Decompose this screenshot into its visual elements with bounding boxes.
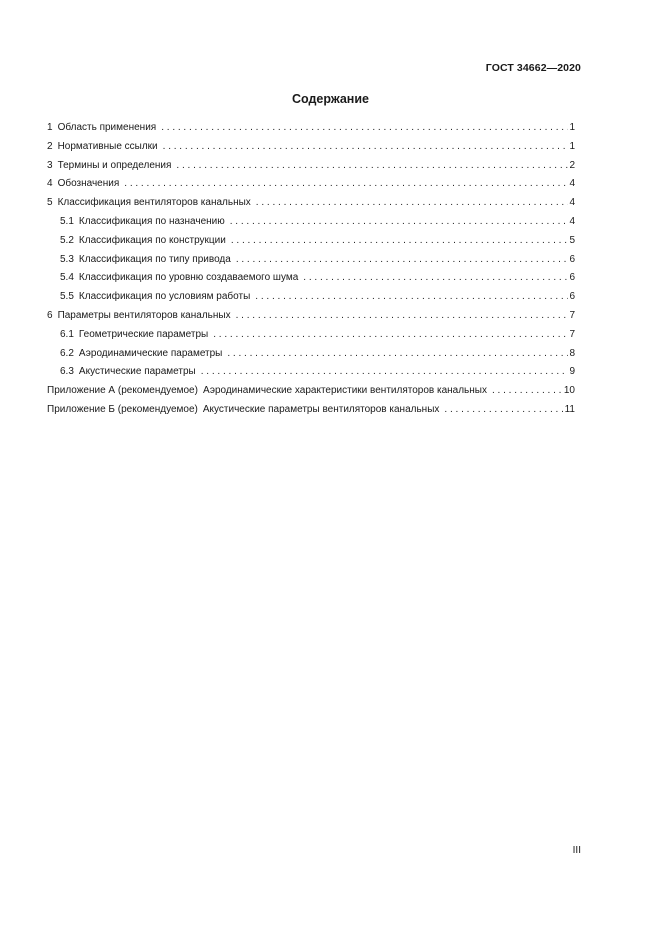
toc-entry-label: Область применения bbox=[57, 122, 157, 133]
toc-leader-dots bbox=[161, 122, 568, 133]
toc-entry-label: Классификация по уровню создаваемого шума bbox=[78, 272, 299, 284]
toc-title: Содержание bbox=[291, 92, 369, 106]
toc-entry-number: 4 bbox=[47, 178, 53, 190]
toc-entry-number: 5.4 bbox=[60, 272, 74, 284]
toc-entry-number: Приложение Б (рекомендуемое) bbox=[47, 403, 198, 415]
toc-entry-page: 4 bbox=[569, 215, 575, 227]
toc-entry-label: Параметры вентиляторов канальных bbox=[57, 309, 231, 321]
toc-entry-label: Классификация по конструкции bbox=[78, 234, 226, 246]
toc-entry-label: Обозначения bbox=[57, 178, 120, 190]
toc-leader-dots bbox=[201, 366, 569, 377]
toc-leader-dots bbox=[256, 197, 569, 208]
toc-leader-dots bbox=[213, 329, 568, 340]
toc-entry-page: 4 bbox=[569, 178, 575, 190]
toc-entry-number: 3 bbox=[47, 159, 53, 171]
table-of-contents bbox=[47, 122, 575, 423]
toc-leader-dots bbox=[236, 310, 569, 321]
toc-entry-page: 7 bbox=[569, 328, 575, 340]
toc-entry-number: 1 bbox=[47, 122, 53, 133]
toc-entry-page: 6 bbox=[569, 272, 575, 284]
toc-entry-label: Классификация по назначению bbox=[78, 215, 225, 227]
toc-entry-page: 6 bbox=[569, 253, 575, 265]
toc-leader-dots bbox=[492, 385, 563, 396]
page-number: III bbox=[572, 845, 581, 856]
toc-entry[interactable] bbox=[47, 197, 575, 216]
toc-appendix-entry[interactable] bbox=[47, 404, 575, 423]
toc-entry-number: 6.2 bbox=[60, 347, 74, 359]
document-code: ГОСТ 34662—2020 bbox=[485, 62, 581, 74]
toc-entry-number: 6.1 bbox=[60, 328, 74, 340]
toc-subentry[interactable] bbox=[47, 291, 575, 310]
toc-entry-page: 9 bbox=[569, 366, 575, 378]
toc-leader-dots bbox=[124, 178, 568, 189]
toc-leader-dots bbox=[230, 216, 569, 227]
toc-entry-label: Акустические параметры вентиляторов канальных bbox=[202, 403, 440, 415]
toc-entry-label: Аэродинамические параметры bbox=[78, 347, 223, 359]
toc-subentry[interactable] bbox=[47, 235, 575, 254]
toc-leader-dots bbox=[231, 235, 569, 246]
toc-leader-dots bbox=[303, 272, 568, 283]
toc-entry[interactable] bbox=[47, 160, 575, 179]
toc-entry-page: 10 bbox=[563, 385, 575, 397]
toc-leader-dots bbox=[255, 291, 568, 302]
toc-entry-label: Геометрические параметры bbox=[78, 328, 209, 340]
toc-leader-dots bbox=[163, 141, 569, 152]
toc-entry-page: 4 bbox=[569, 197, 575, 209]
toc-entry-number: Приложение А (рекомендуемое) bbox=[47, 385, 198, 397]
toc-subentry[interactable] bbox=[47, 348, 575, 367]
toc-subentry[interactable] bbox=[47, 272, 575, 291]
toc-entry-label: Аэродинамические характеристики вентиляторов канальных bbox=[202, 385, 487, 397]
toc-subentry[interactable] bbox=[47, 254, 575, 273]
toc-entry-label: Термины и определения bbox=[57, 159, 172, 171]
toc-leader-dots bbox=[227, 348, 568, 359]
toc-subentry[interactable] bbox=[47, 329, 575, 348]
toc-entry[interactable] bbox=[47, 141, 575, 160]
toc-entry[interactable] bbox=[47, 310, 575, 329]
toc-entry-page: 6 bbox=[569, 291, 575, 303]
toc-entry-number: 5 bbox=[47, 197, 53, 209]
toc-leader-dots bbox=[236, 254, 569, 265]
toc-entry-number: 5.1 bbox=[60, 215, 74, 227]
toc-leader-dots bbox=[176, 160, 568, 171]
toc-entry-number: 6.3 bbox=[60, 366, 74, 378]
toc-entry-number: 6 bbox=[47, 309, 53, 321]
toc-entry-label: Классификация по типу привода bbox=[78, 253, 231, 265]
toc-entry-number: 5.3 bbox=[60, 253, 74, 265]
toc-entry-page: 1 bbox=[569, 122, 575, 133]
toc-entry-number: 5.2 bbox=[60, 234, 74, 246]
toc-entry[interactable] bbox=[47, 122, 575, 141]
toc-entry-page: 8 bbox=[569, 347, 575, 359]
toc-entry-page: 7 bbox=[569, 309, 575, 321]
toc-entry-label: Классификация вентиляторов канальных bbox=[57, 197, 251, 209]
toc-entry-page: 1 bbox=[569, 140, 575, 152]
toc-entry-label: Нормативные ссылки bbox=[57, 140, 158, 152]
toc-subentry[interactable] bbox=[47, 216, 575, 235]
toc-entry[interactable] bbox=[47, 178, 575, 197]
toc-entry-number: 5.5 bbox=[60, 291, 74, 303]
toc-entry-page: 2 bbox=[569, 159, 575, 171]
toc-entry-page: 11 bbox=[564, 403, 575, 415]
toc-entry-label: Классификация по условиям работы bbox=[78, 291, 251, 303]
toc-entry-page: 5 bbox=[569, 234, 575, 246]
toc-entry-number: 2 bbox=[47, 140, 53, 152]
toc-leader-dots bbox=[444, 404, 563, 415]
toc-subentry[interactable] bbox=[47, 366, 575, 385]
toc-entry-label: Акустические параметры bbox=[78, 366, 196, 378]
toc-appendix-entry[interactable] bbox=[47, 385, 575, 404]
